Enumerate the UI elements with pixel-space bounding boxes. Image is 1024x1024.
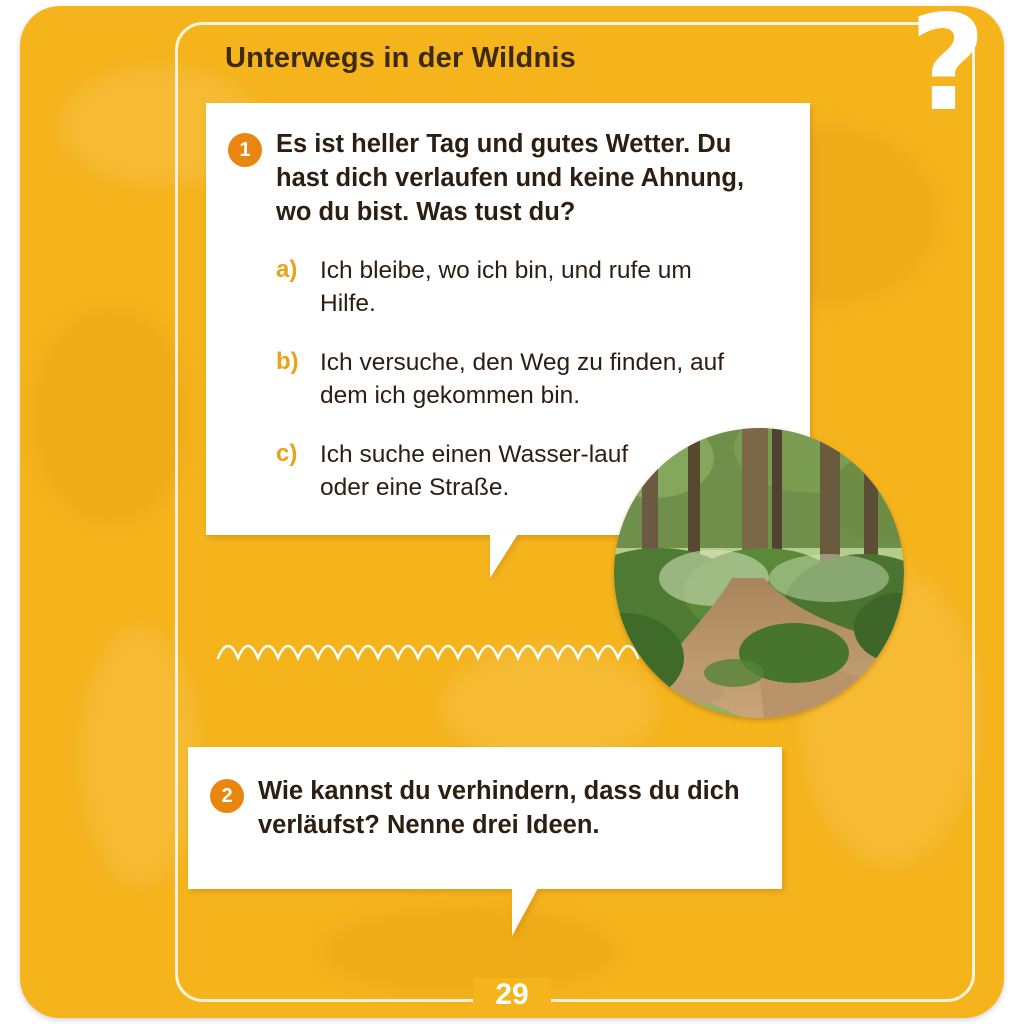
question-number-2: 2 bbox=[210, 779, 244, 813]
answer-option-b[interactable] bbox=[276, 347, 776, 412]
answer-option-a[interactable] bbox=[276, 255, 776, 320]
question-mark-icon: ? bbox=[909, 6, 986, 141]
option-text-a: Ich bleibe, wo ich bin, und rufe um Hilfe. bbox=[320, 257, 692, 317]
page-number-container bbox=[20, 978, 1004, 1012]
speech-bubble-tail-2 bbox=[512, 888, 578, 936]
squiggle-divider bbox=[216, 636, 646, 676]
option-letter-c: c) bbox=[276, 440, 298, 467]
paper-texture-blob bbox=[80, 626, 200, 886]
question-number-1: 1 bbox=[228, 133, 262, 167]
quiz-card bbox=[20, 6, 1004, 1018]
page-number: 29 bbox=[473, 978, 550, 1012]
question-text-1: Es ist heller Tag und gutes Wetter. Du hast dich verlaufen und keine Ahnung, wo du bist. Was tust du? bbox=[276, 130, 745, 226]
forest-path-photo bbox=[614, 428, 904, 718]
question-text-2: Wie kannst du verhindern, dass du dich verläufst? Nenne drei Ideen. bbox=[258, 777, 740, 839]
option-letter-b: b) bbox=[276, 348, 299, 375]
page-title: Unterwegs in der Wildnis bbox=[225, 42, 576, 74]
option-text-b: Ich versuche, den Weg zu finden, auf dem ich gekommen bin. bbox=[320, 349, 725, 409]
option-text-c: Ich suche einen Wasser-lauf oder eine Straße. bbox=[320, 441, 629, 501]
paper-texture-blob bbox=[30, 306, 190, 526]
question-bubble-2 bbox=[188, 747, 782, 889]
speech-bubble-tail-1 bbox=[490, 534, 560, 578]
option-letter-a: a) bbox=[276, 256, 298, 283]
